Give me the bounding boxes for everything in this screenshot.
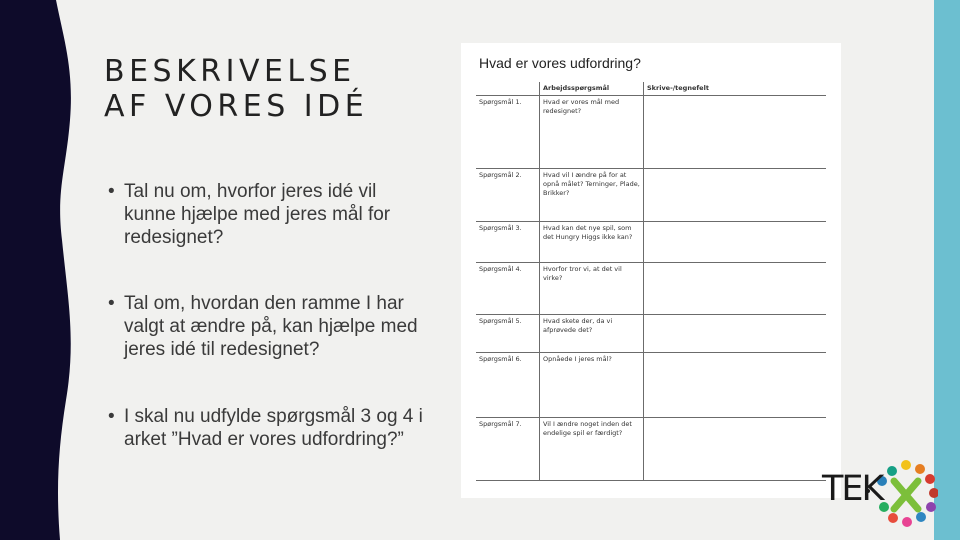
row-answer xyxy=(644,96,827,169)
left-wave-shape xyxy=(0,0,90,540)
row-question: Hvorfor tror vi, at det vil virke? xyxy=(540,263,644,315)
title-line-1: BESKRIVELSE xyxy=(104,54,356,89)
row-question: Vil I ændre noget inden det endelige spil er færdigt? xyxy=(540,418,644,481)
row-question: Opnåede I jeres mål? xyxy=(540,353,644,418)
row-label: Spørgsmål 7. xyxy=(476,418,540,481)
row-label: Spørgsmål 5. xyxy=(476,315,540,353)
row-label: Spørgsmål 6. xyxy=(476,353,540,418)
bullet-list xyxy=(108,180,428,451)
row-question: Hvad kan det nye spil, som det Hungry Higgs ikke kan? xyxy=(540,222,644,263)
row-answer xyxy=(644,418,827,481)
table-row xyxy=(476,96,826,169)
table-header-row xyxy=(476,82,826,96)
row-question: Hvad vil I ændre på for at opnå målet? Terninger, Plade, Brikker? xyxy=(540,169,644,222)
row-question: Hvad skete der, da vi afprøvede det? xyxy=(540,315,644,353)
worksheet-image xyxy=(461,43,841,498)
table-row xyxy=(476,315,826,353)
column-header: Arbejdsspørgsmål xyxy=(540,82,644,96)
worksheet-table xyxy=(476,82,826,481)
row-question: Hvad er vores mål med redesignet? xyxy=(540,96,644,169)
column-header: Skrive-/tegnefelt xyxy=(644,82,827,96)
table-row xyxy=(476,222,826,263)
row-label: Spørgsmål 3. xyxy=(476,222,540,263)
tekx-logo xyxy=(818,455,938,535)
bullet-item: • I skal nu udfylde spørgsmål 3 og 4 i arket ”Hvad er vores udfordring?” xyxy=(108,405,428,451)
row-label: Spørgsmål 4. xyxy=(476,263,540,315)
table-row xyxy=(476,353,826,418)
worksheet-title: Hvad er vores udfordring? xyxy=(479,55,641,71)
row-answer xyxy=(644,263,827,315)
row-answer xyxy=(644,315,827,353)
title-line-2: AF VORES IDÉ xyxy=(104,89,369,124)
row-answer xyxy=(644,169,827,222)
table-row xyxy=(476,263,826,315)
bullet-item: • Tal om, hvordan den ramme I har valgt at ændre på, kan hjælpe med jeres idé til redesignet? xyxy=(108,292,428,361)
row-answer xyxy=(644,222,827,263)
logo-text: TEK xyxy=(822,469,883,509)
table-row xyxy=(476,169,826,222)
row-label: Spørgsmål 2. xyxy=(476,169,540,222)
row-label: Spørgsmål 1. xyxy=(476,96,540,169)
table-row xyxy=(476,418,826,481)
row-answer xyxy=(644,353,827,418)
column-header xyxy=(476,82,540,96)
slide-title xyxy=(104,54,368,124)
bullet-item: • Tal nu om, hvorfor jeres idé vil kunne hjælpe med jeres mål for redesignet? xyxy=(108,180,428,249)
